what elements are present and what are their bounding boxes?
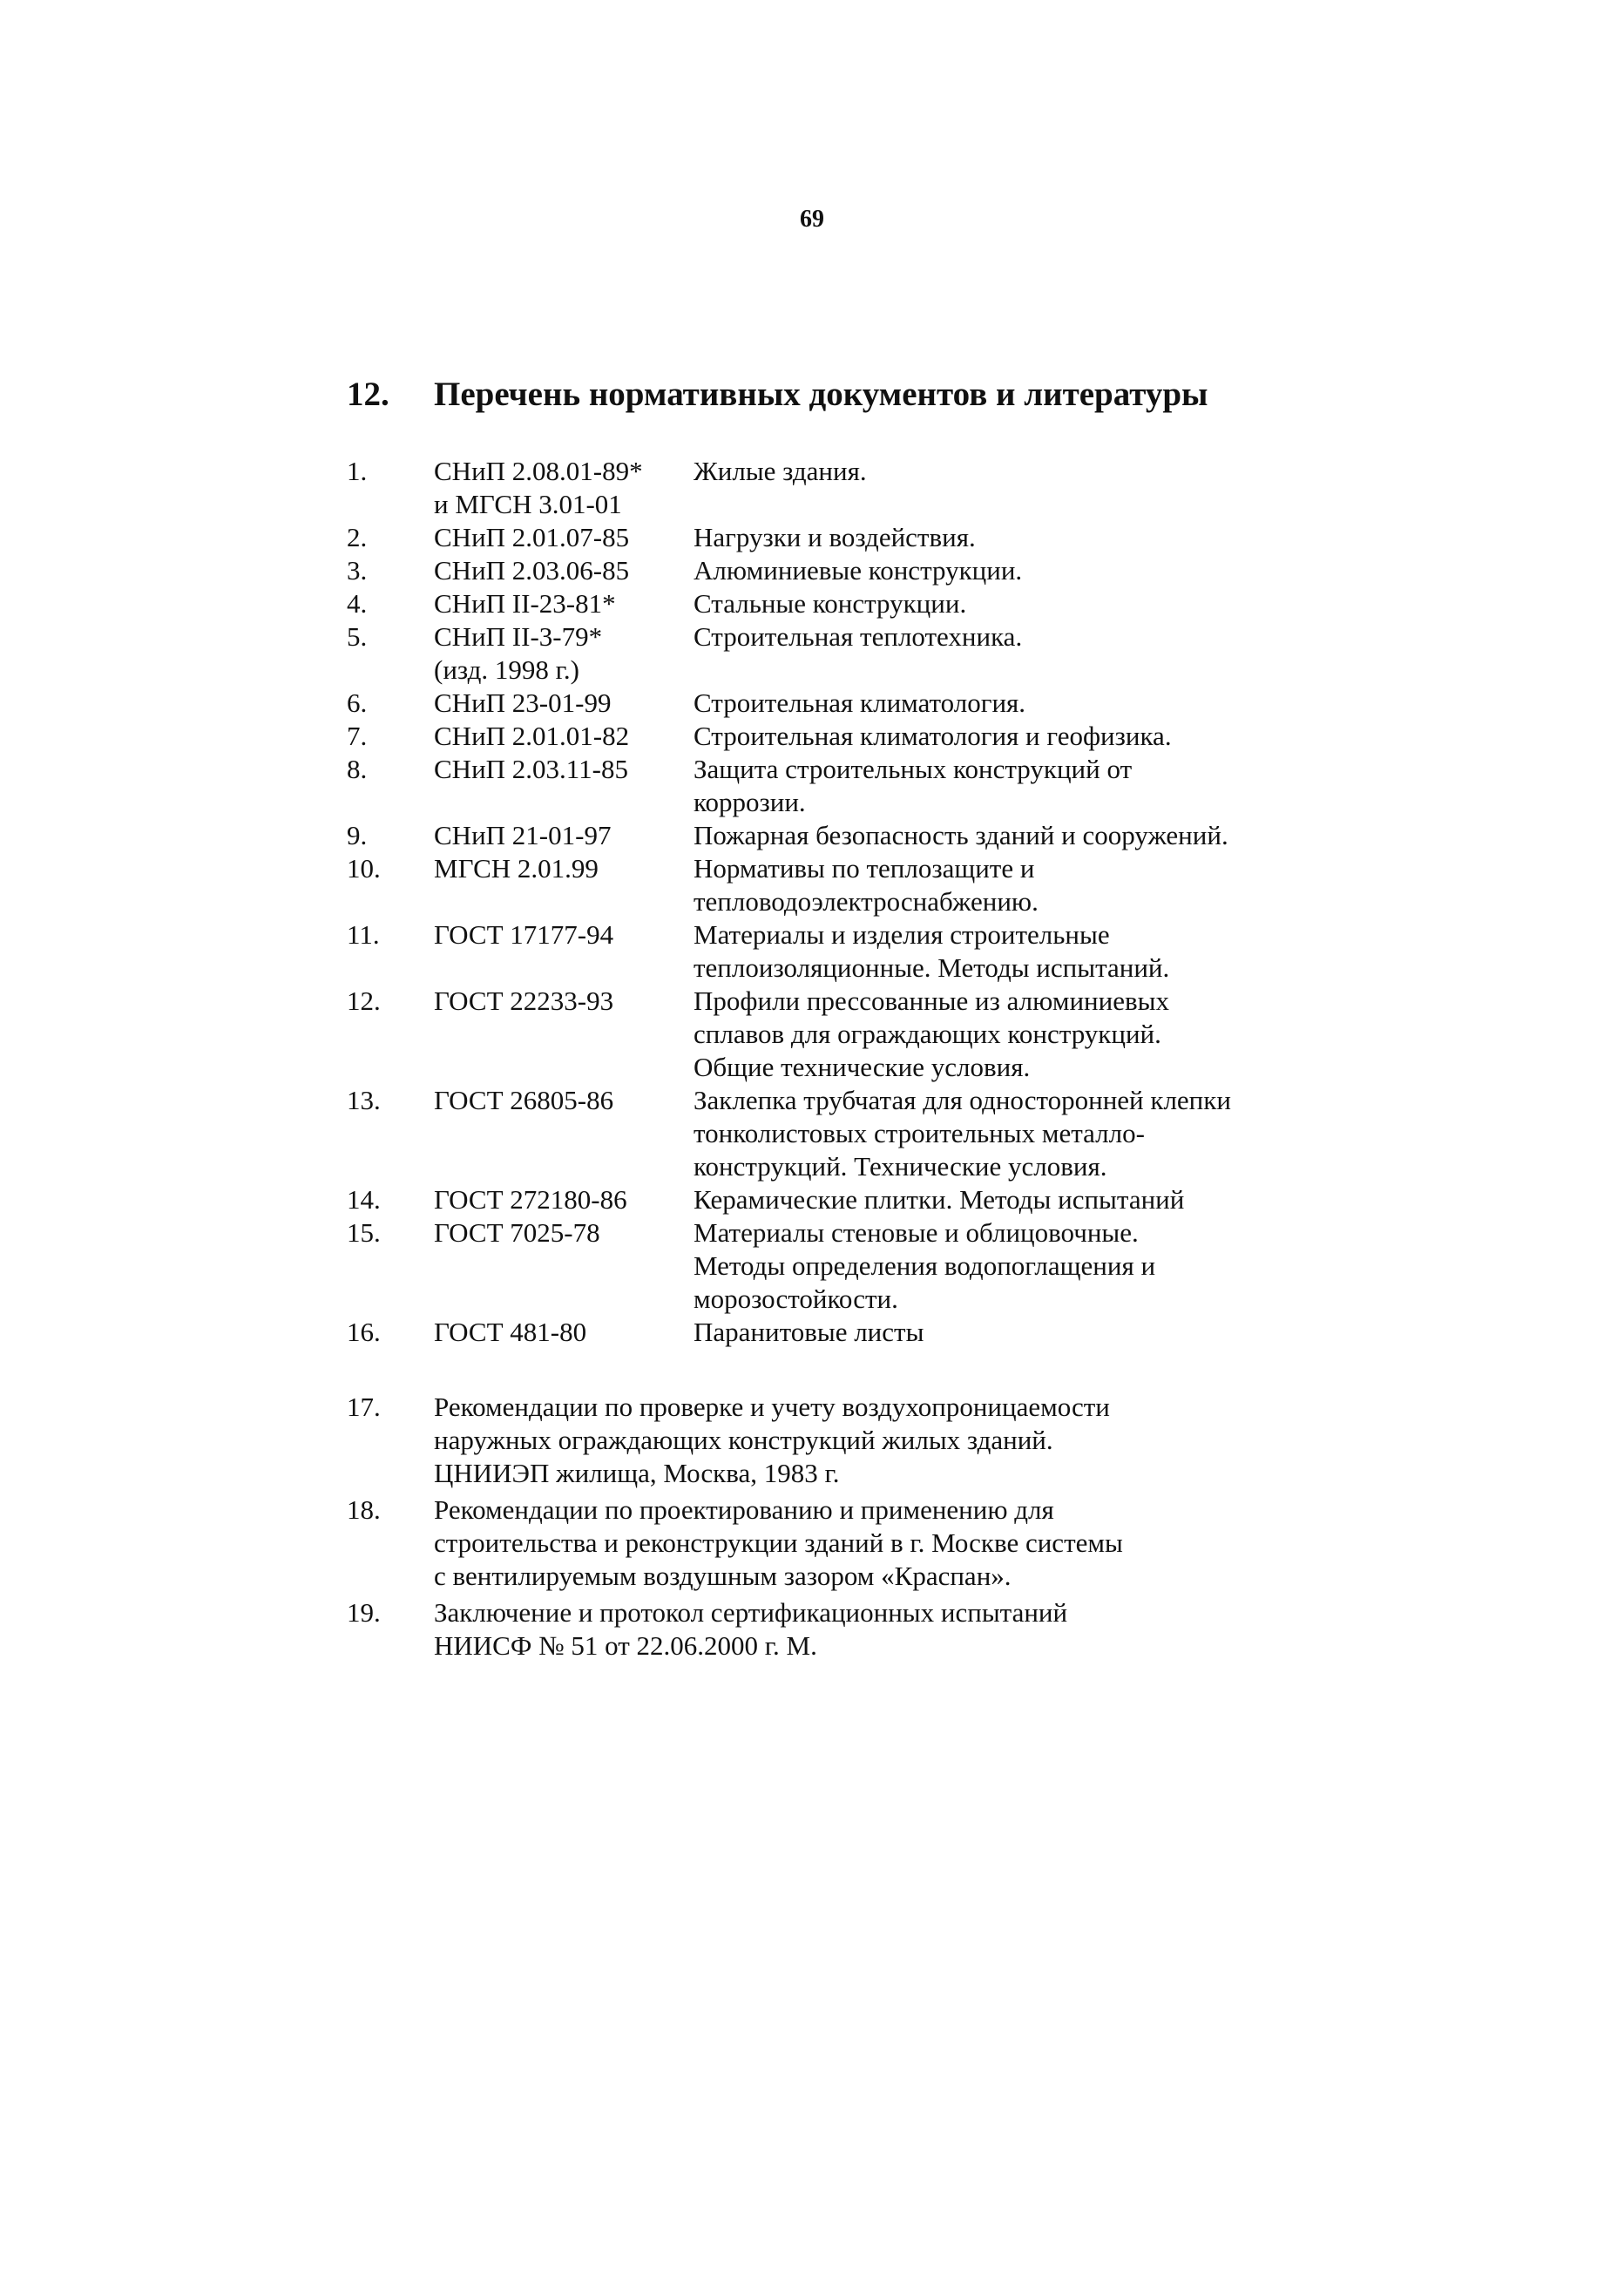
- document-title: [694, 852, 1305, 918]
- document-number: 9.: [347, 820, 368, 850]
- document-code-line: СНиП II-23-81*: [434, 588, 616, 619]
- document-code-line: СНиП 2.03.06-85: [434, 555, 630, 586]
- document-code-line: ГОСТ 481-80: [434, 1317, 587, 1347]
- document-code-line: ГОСТ 17177-94: [434, 919, 614, 950]
- document-number: 16.: [347, 1317, 381, 1347]
- document-row: [347, 620, 1305, 687]
- document-row: [347, 587, 1305, 620]
- document-title-line: Нормативы по теплозащите и: [694, 853, 1035, 884]
- document-code-line: (изд. 1998 г.): [434, 654, 579, 685]
- document-code: [434, 1316, 694, 1349]
- document-code-line: ГОСТ 22233-93: [434, 985, 614, 1016]
- document-number: 6.: [347, 687, 368, 718]
- document-row: [347, 753, 1305, 819]
- document-row: [347, 985, 1305, 1084]
- document-title: [694, 720, 1305, 753]
- section-title: Перечень нормативных документов и литературы: [434, 376, 1208, 413]
- page-number: 69: [800, 206, 824, 233]
- document-code-line: СНиП 2.03.11-85: [434, 754, 628, 784]
- document-title-line: конструкций. Технические условия.: [694, 1151, 1107, 1182]
- document-title-line: Строительная климатология и геофизика.: [694, 721, 1172, 751]
- document-row: [347, 687, 1305, 720]
- normative-documents-list: [347, 455, 1305, 1372]
- document-title: [694, 1216, 1305, 1316]
- document-code-line: СНиП 23-01-99: [434, 687, 612, 718]
- document-code: [434, 554, 694, 587]
- document-number: 13.: [347, 1085, 381, 1115]
- document-number: 8.: [347, 754, 368, 784]
- document-code: [434, 455, 694, 521]
- document-row: [347, 852, 1305, 918]
- document-title: [694, 1084, 1305, 1183]
- document-code: [434, 521, 694, 554]
- document-title-line: Стальные конструкции.: [694, 588, 967, 619]
- reference-text: [434, 1391, 1218, 1490]
- document-code-line: СНиП 2.08.01-89*: [434, 456, 643, 486]
- document-code-line: МГСН 2.01.99: [434, 853, 599, 884]
- document-code: [434, 687, 694, 720]
- reference-row: [347, 1493, 1305, 1593]
- document-title: [694, 918, 1305, 985]
- document-title-line: Строительная климатология.: [694, 687, 1026, 718]
- document-code: [434, 1183, 694, 1216]
- reference-text: [434, 1596, 1218, 1663]
- document-number: 2.: [347, 522, 368, 552]
- document-code-line: ГОСТ 26805-86: [434, 1085, 614, 1115]
- document-title-line: Жилые здания.: [694, 456, 867, 486]
- document-title: [694, 687, 1305, 720]
- document-title-line: сплавов для ограждающих конструкций.: [694, 1019, 1161, 1049]
- reference-text-line: ЦНИИЭП жилища, Москва, 1983 г.: [434, 1458, 840, 1488]
- reference-text-line: с вентилируемым воздушным зазором «Краспан».: [434, 1561, 1012, 1591]
- document-title: [694, 753, 1305, 819]
- document-title-line: Паранитовые листы: [694, 1317, 924, 1347]
- document-title-line: коррозии.: [694, 787, 806, 817]
- document-row: [347, 1316, 1305, 1349]
- document-title-line: Керамические плитки. Методы испытаний: [694, 1184, 1185, 1215]
- reference-row: [347, 1596, 1305, 1663]
- document-title-line: Алюминиевые конструкции.: [694, 555, 1023, 586]
- reference-text-line: НИИСФ № 51 от 22.06.2000 г. М.: [434, 1630, 817, 1661]
- document-code-line: ГОСТ 7025-78: [434, 1217, 600, 1248]
- document-row: [347, 918, 1305, 985]
- document-number: 14.: [347, 1184, 381, 1215]
- document-title-line: теплоизоляционные. Методы испытаний.: [694, 952, 1170, 983]
- document-code: [434, 918, 694, 985]
- document-number: 12.: [347, 985, 381, 1016]
- document-title: [694, 620, 1305, 687]
- document-row: [347, 1216, 1305, 1316]
- document-row: [347, 455, 1305, 521]
- reference-text-line: Рекомендации по проверке и учету воздухопроницаемости: [434, 1392, 1110, 1422]
- document-number: 10.: [347, 853, 381, 884]
- document-title: [694, 587, 1305, 620]
- literature-list: [347, 1391, 1305, 1666]
- document-code-line: СНиП 21-01-97: [434, 820, 612, 850]
- section-heading: [347, 375, 1208, 414]
- document-code: [434, 1216, 694, 1316]
- document-title-line: Заклепка трубчатая для односторонней клепки: [694, 1085, 1231, 1115]
- document-number: 1.: [347, 456, 368, 486]
- document-title: [694, 554, 1305, 587]
- document-title-line: Защита строительных конструкций от: [694, 754, 1133, 784]
- document-title: [694, 455, 1305, 521]
- document-code: [434, 1084, 694, 1183]
- reference-text-line: Рекомендации по проектированию и применению для: [434, 1494, 1054, 1525]
- document-code-line: СНиП 2.01.01-82: [434, 721, 630, 751]
- reference-number: 19.: [347, 1597, 381, 1628]
- document-row: [347, 819, 1305, 852]
- document-row: [347, 521, 1305, 554]
- document-row: [347, 554, 1305, 587]
- reference-text-line: Заключение и протокол сертификационных испытаний: [434, 1597, 1068, 1628]
- document-title: [694, 819, 1305, 852]
- document-code-line: ГОСТ 272180-86: [434, 1184, 627, 1215]
- document-row: [347, 1084, 1305, 1183]
- document-code: [434, 819, 694, 852]
- reference-text-line: строительства и реконструкции зданий в г. Москве системы: [434, 1527, 1123, 1558]
- document-code: [434, 620, 694, 687]
- reference-number: 18.: [347, 1494, 381, 1525]
- document-title-line: Профили прессованные из алюминиевых: [694, 985, 1169, 1016]
- document-row: [347, 720, 1305, 753]
- document-title-line: тепловодоэлектроснабжению.: [694, 886, 1039, 917]
- document-number: 11.: [347, 919, 380, 950]
- document-title-line: Методы определения водопоглащения и: [694, 1250, 1156, 1281]
- document-code: [434, 587, 694, 620]
- document-number: 5.: [347, 621, 368, 652]
- document-number: 7.: [347, 721, 368, 751]
- document-number: 15.: [347, 1217, 381, 1248]
- section-number: 12.: [347, 376, 389, 413]
- reference-text: [434, 1493, 1218, 1593]
- document-code: [434, 720, 694, 753]
- document-number: 4.: [347, 588, 368, 619]
- document-code-line: и МГСН 3.01-01: [434, 489, 622, 519]
- document-code-line: СНиП 2.01.07-85: [434, 522, 630, 552]
- reference-text-line: наружных ограждающих конструкций жилых зданий.: [434, 1425, 1053, 1455]
- document-title: [694, 1183, 1305, 1216]
- document-code: [434, 753, 694, 819]
- document-title: [694, 1316, 1305, 1349]
- reference-row: [347, 1391, 1305, 1490]
- document-title: [694, 521, 1305, 554]
- document-code: [434, 852, 694, 918]
- document-code-line: СНиП II-3-79*: [434, 621, 603, 652]
- document-title: [694, 985, 1305, 1084]
- document-title-line: тонколистовых строительных металло-: [694, 1118, 1145, 1148]
- reference-number: 17.: [347, 1392, 381, 1422]
- document-title-line: Строительная теплотехника.: [694, 621, 1023, 652]
- document-title-line: Общие технические условия.: [694, 1052, 1031, 1082]
- document-title-line: Материалы и изделия строительные: [694, 919, 1110, 950]
- document-title-line: Нагрузки и воздействия.: [694, 522, 976, 552]
- document-number: 3.: [347, 555, 368, 586]
- document-row: [347, 1183, 1305, 1216]
- document-title-line: Пожарная безопасность зданий и сооружений.: [694, 820, 1228, 850]
- document-title-line: Материалы стеновые и облицовочные.: [694, 1217, 1139, 1248]
- document-title-line: морозостойкости.: [694, 1283, 898, 1314]
- document-code: [434, 985, 694, 1084]
